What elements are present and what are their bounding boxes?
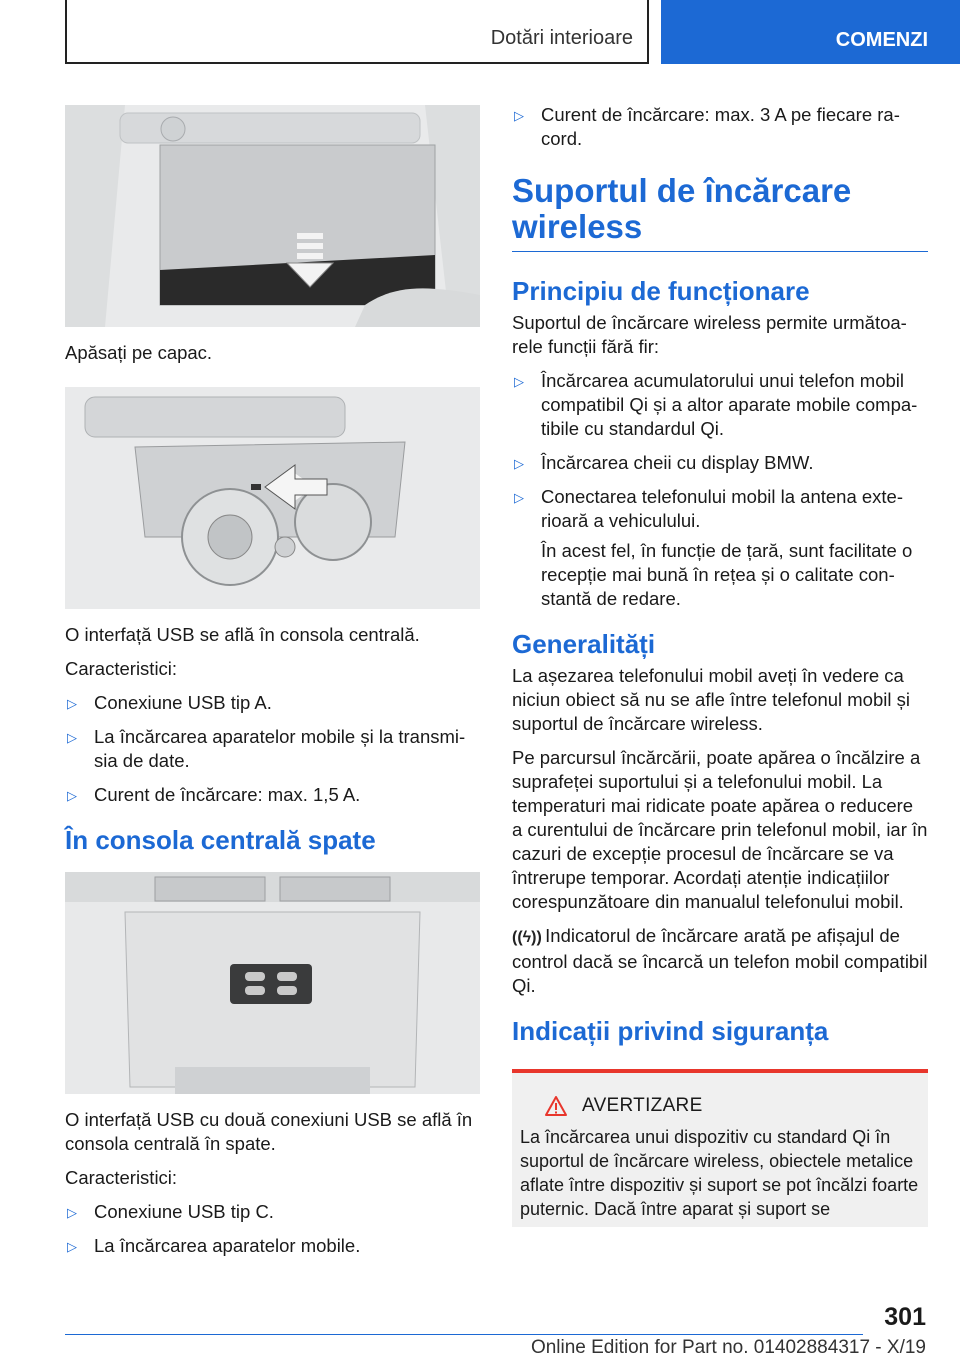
usb-console-photo [65,387,480,609]
list-item: ▷ La încărcarea aparatelor mobile și la transmisia de date. [67,726,466,771]
caption-usb: O interfață USB se află în consola centrală. [65,624,420,645]
left-column [65,105,480,1268]
footer-divider [65,1334,863,1335]
warning-box [512,1069,928,1227]
list-item: ▷ Încărcarea cheii cu display BMW. [512,451,928,475]
triangle-bullet-icon: ▷ [514,374,524,389]
right-column [512,103,928,1227]
heading-safety: Indicații privind siguranța [512,1016,829,1046]
caption-cover: Apăsați pe capac. [65,342,213,363]
principle-list [512,369,928,533]
list-item: ▷ Încărcarea acumulatorului unui telefon mobil compatibil Qi și a altor aparate mobile compatibile cu standardul Qi. [514,370,918,439]
list-item: ▷ Conexiune USB tip C. [65,1200,480,1224]
rear-console-photo [65,872,480,1094]
heading-rear-console: În consola centrală spate [65,825,376,855]
list-item: ▷ Curent de încărcare: max. 1,5 A. [65,783,480,807]
triangle-bullet-icon: ▷ [514,490,524,505]
footer-edition: Online Edition for Part no. 01402884317 - X/19 [530,1337,926,1358]
triangle-bullet-icon: ▷ [67,730,77,745]
continued-list [512,103,928,151]
triangle-bullet-icon: ▷ [514,108,524,123]
page-number: 301 [884,1303,926,1331]
page-title: Suportul de încărcare wireless [512,173,928,252]
triangle-bullet-icon: ▷ [67,1239,77,1254]
triangle-bullet-icon: ▷ [67,788,77,803]
list-item: ▷ Conexiune USB tip A. [65,691,480,715]
list-item: ▷ La încărcarea aparatelor mobile. [65,1234,480,1258]
features-label: Caracteristici: [65,658,178,679]
triangle-bullet-icon: ▷ [514,456,524,471]
cover-press-photo [65,105,480,327]
warning-triangle-icon [544,1095,568,1117]
caption-rear-usb: O interfață USB cu două conexiuni USB se află în consola centrală în spate. [65,1109,473,1154]
principle-text: Suportul de încărcare wireless permite următoarele funcții fără fir: [512,312,907,357]
principle-note: În acest fel, în funcție de țară, sunt facilitate o recepție mai bună în rețea și o calitate constantă de redare. [541,540,913,609]
triangle-bullet-icon: ▷ [67,1205,77,1220]
header-section-title: Dotări interioare [490,27,633,49]
features-list-front [65,691,480,807]
warning-text: La încărcarea unui dispozitiv cu standard Qi în suportul de încărcare wireless, obiectele metalice aflate între dispozitiv și suport se pot încălzi foarte puternic. Dacă între aparat și suport se [520,1127,919,1219]
warning-label: AVERTIZARE [582,1095,703,1116]
heading-principle: Principiu de funcționare [512,276,810,306]
warning-header [544,1095,920,1117]
triangle-bullet-icon: ▷ [67,696,77,711]
features-list-rear [65,1200,480,1258]
general-para-2: Pe parcursul încărcării, poate apărea o încălzire a suprafeței suportului și a telefonului mobil. La temperaturi mai ridicate poate apărea o reducere a curentului de încărcare prin telefonul mobil, iar în cazuri de excepție procesul de încărcare se va întrerupe temporar. Acordați atenție indicațiilor corespunzătoare din manualul telefonului mobil. [512,747,928,912]
charging-indicator-icon: ((ϟ)) [512,929,542,946]
list-item: ▷ Conectarea telefonului mobil la antena exterioară a vehiculului. [514,486,904,531]
header-chapter-label: COMENZI [835,29,928,51]
header-chapter-tab[interactable] [661,0,960,64]
header-section-box [65,0,649,64]
list-item: ▷ Curent de încărcare: max. 3 A pe fiecare racord. [514,104,900,149]
indicator-para: ((ϟ)) Indicatorul de încărcare arată pe afișajul de control dacă se încarcă un telefon mobil compatibil Qi. [512,925,928,996]
heading-general: Generalități [512,629,656,659]
features-label-rear: Caracteristici: [65,1167,178,1188]
general-para-1: La așezarea telefonului mobil aveți în vedere ca niciun obiect să nu se afle între telefonul mobil și suportul de încărcare wireless. [512,665,910,734]
